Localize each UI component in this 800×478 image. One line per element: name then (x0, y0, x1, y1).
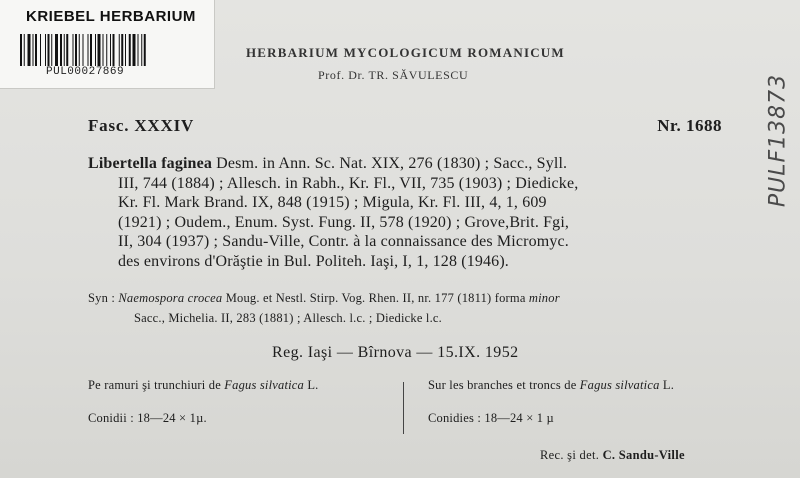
synonym-block (88, 288, 728, 328)
collection-editor: Prof. Dr. TR. SĂVULESCU (318, 68, 469, 82)
host-name-fr: Fagus silvatica (579, 378, 660, 392)
citation-line: III, 744 (1884) ; Allesch. in Rabh., Kr. Fl., VII, 735 (1903) ; Diedicke, (118, 174, 579, 192)
host-author-fr: L. (662, 378, 675, 392)
habitat-prefix-ro: Pe ramuri şi trunchiuri de (88, 378, 221, 392)
citation-line: Desm. in Ann. Sc. Nat. XIX, 276 (1830) ; Sacc., Syll. (216, 155, 568, 172)
collector-name: C. Sandu-Ville (602, 448, 685, 462)
host-author-ro: L. (307, 378, 319, 392)
collector-prefix: Rec. şi det. (540, 448, 600, 462)
herbarium-name: KRIEBEL HERBARIUM (26, 8, 196, 25)
synonym-citation: Moug. et Nestl. Stirp. Vog. Rhen. II, nr. 177 (1811) forma (225, 291, 526, 305)
handwritten-accession-text: PULF13873 (765, 73, 791, 208)
column-divider (403, 382, 404, 434)
citation-line: II, 304 (1937) ; Sandu-Ville, Contr. à la connaissance des Micromyc. (118, 233, 569, 251)
handwritten-accession (754, 70, 798, 220)
collector-line (540, 448, 740, 463)
french-description (428, 378, 738, 426)
spore-size-ro: Conidii : 18—24 × 1µ. (88, 411, 207, 425)
synonym-forma: minor (528, 291, 560, 305)
romanian-description (88, 378, 388, 426)
barcode-number: PUL00027869 (46, 66, 125, 78)
taxon-citation (88, 154, 728, 272)
spore-size-fr: Conidies : 18—24 × 1 µ (428, 411, 554, 425)
fascicle-number: Fasc. XXXIV (88, 116, 195, 135)
synonym-citation-line2: Sacc., Michelia. II, 283 (1881) ; Allesch. l.c. ; Diedicke l.c. (134, 311, 442, 325)
barcode-icon (18, 34, 198, 66)
host-name-ro: Fagus silvatica (224, 378, 305, 392)
collection-title: HERBARIUM MYCOLOGICUM ROMANICUM (246, 45, 565, 60)
locality-date: Reg. Iaşi — Bîrnova — 15.IX. 1952 (272, 344, 519, 361)
habitat-prefix-fr: Sur les branches et troncs de (428, 378, 577, 392)
citation-line: (1921) ; Oudem., Enum. Syst. Fung. II, 578 (1920) ; Grove,Brit. Fgi, (118, 213, 570, 231)
citation-line: des environs d'Orăştie in Bul. Politeh. Iaşi, I, 1, 128 (1946). (118, 252, 509, 270)
synonym-name: Naemospora crocea (118, 291, 223, 305)
citation-line: Kr. Fl. Mark Brand. IX, 848 (1915) ; Migula, Kr. Fl. III, 4, 1, 609 (118, 194, 547, 212)
synonym-label: Syn : (88, 291, 116, 305)
barcode-sticker (0, 0, 215, 89)
taxon-name: Libertella faginea (88, 155, 213, 172)
specimen-number: Nr. 1688 (657, 116, 722, 135)
